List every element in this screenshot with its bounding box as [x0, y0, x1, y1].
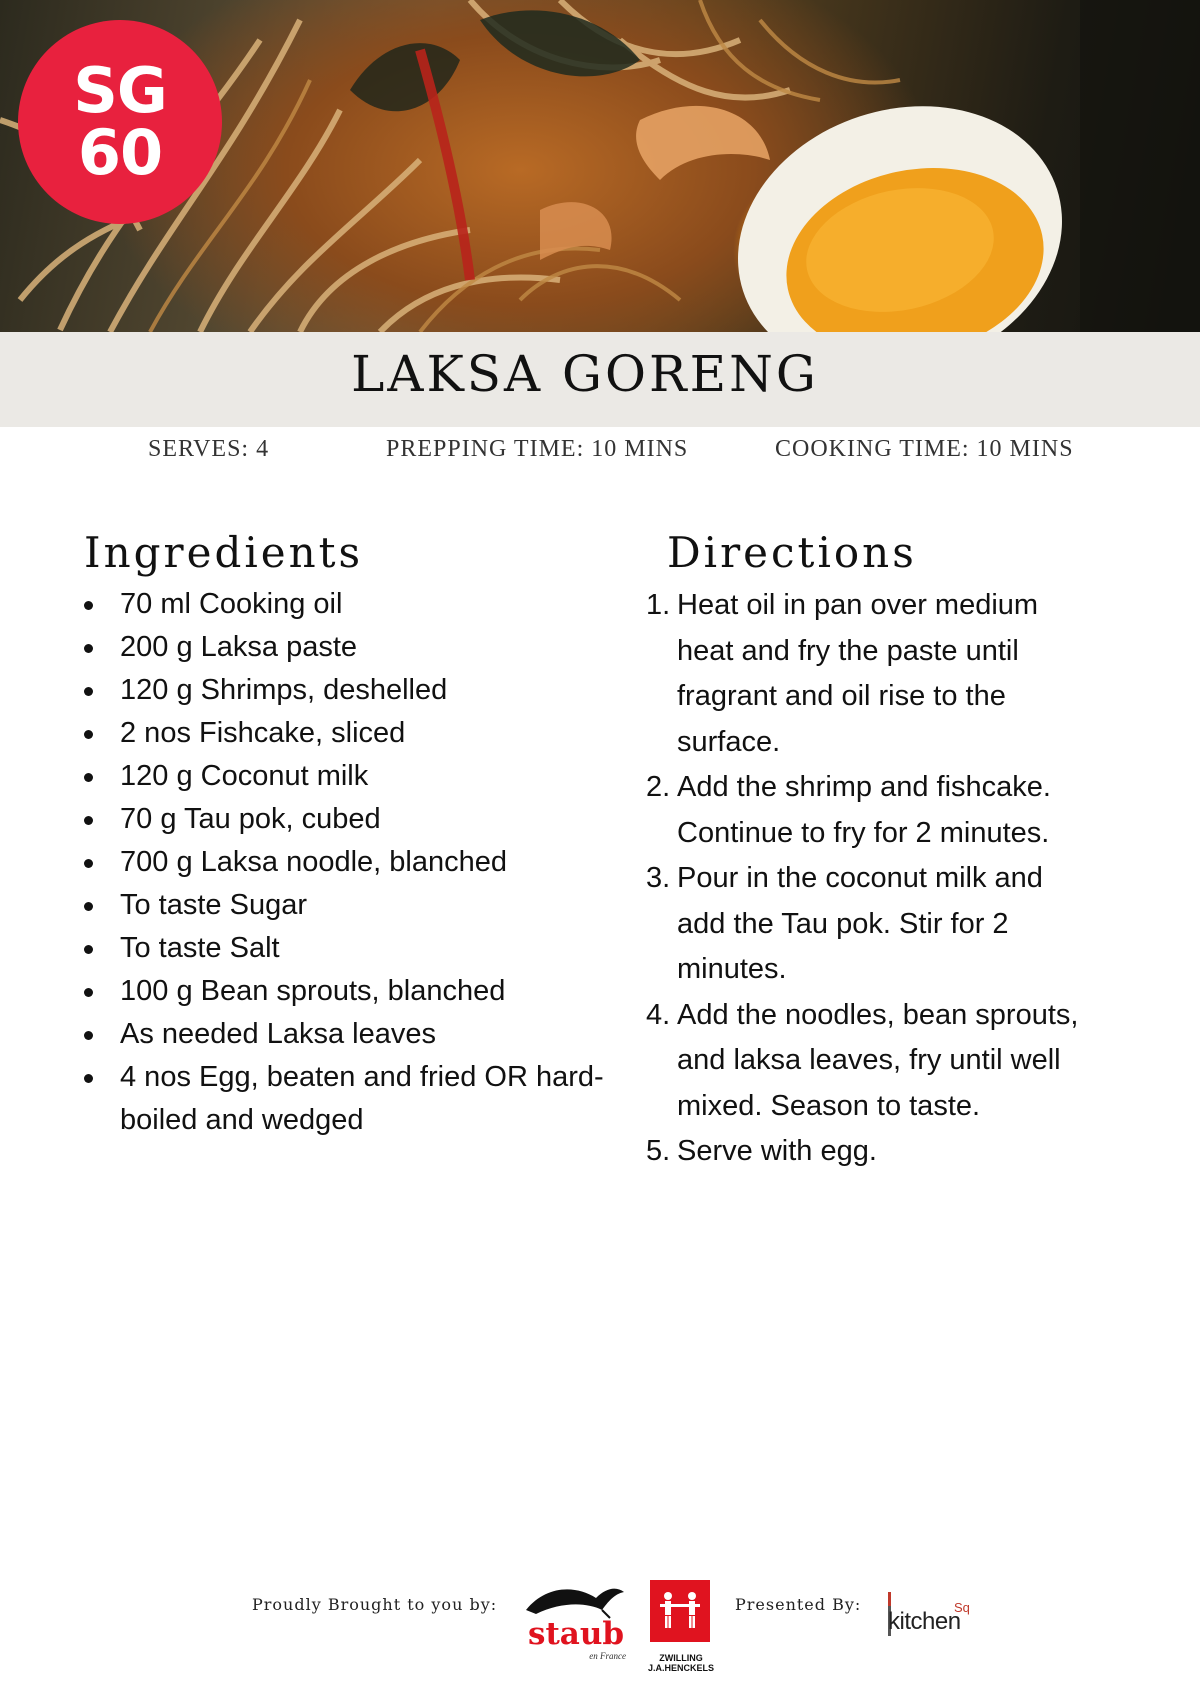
- prep-time-label: PREPPING TIME: 10 MINS: [386, 436, 689, 462]
- sg60-logo: [18, 20, 222, 224]
- direction-step: [646, 856, 1096, 993]
- kitchen-sq-mark: Sq: [954, 1600, 970, 1615]
- step-number: 2.: [646, 771, 671, 803]
- zwilling-wordmark: ZWILLING J.A.HENCKELS: [647, 1653, 714, 1673]
- step-text: Serve with egg.: [677, 1135, 877, 1167]
- kitchen-wordmark: kitchen: [888, 1608, 961, 1635]
- directions-heading: Directions: [667, 528, 917, 577]
- staub-wordmark: staub: [528, 1616, 625, 1652]
- ingredient-item: 4 nos Egg, beaten and fried OR hard-boiled and wedged: [84, 1056, 604, 1142]
- recipe-title: LAKSA GORENG: [351, 345, 819, 403]
- ingredients-heading: Ingredients: [84, 528, 364, 577]
- step-number: 4.: [646, 998, 671, 1031]
- ingredient-item: 100 g Bean sprouts, blanched: [84, 970, 604, 1013]
- step-number: 5.: [646, 1135, 671, 1167]
- step-text: Add the shrimp and fishcake. Continue to fry for 2 minutes.: [677, 771, 1051, 849]
- ingredient-item: 200 g Laksa paste: [84, 626, 604, 669]
- hero-photo: [0, 0, 1200, 332]
- direction-step: [646, 583, 1096, 765]
- staub-logo: [516, 1580, 634, 1661]
- step-text: Add the noodles, bean sprouts, and laksa leaves, fry until well mixed. Season to taste.: [677, 998, 1079, 1122]
- ingredient-item: 70 g Tau pok, cubed: [84, 798, 604, 841]
- ingredient-item: As needed Laksa leaves: [84, 1013, 604, 1056]
- direction-step: [646, 993, 1096, 1130]
- ingredients-list: [84, 583, 604, 1142]
- stork-icon: [516, 1580, 634, 1620]
- zwilling-logo-icon: [650, 1580, 710, 1642]
- direction-step: [646, 1129, 1096, 1175]
- cook-time-label: COOKING TIME: 10 MINS: [775, 436, 1074, 462]
- ingredient-item: To taste Salt: [84, 927, 604, 970]
- direction-step: [646, 765, 1096, 856]
- step-number: 1.: [646, 589, 671, 621]
- kitchen-sq-logo: [884, 1590, 994, 1640]
- ingredient-item: 120 g Shrimps, deshelled: [84, 669, 604, 712]
- directions-list: [646, 583, 1096, 1175]
- ingredient-item: 70 ml Cooking oil: [84, 583, 604, 626]
- ingredient-item: To taste Sugar: [84, 884, 604, 927]
- ingredient-item: 2 nos Fishcake, sliced: [84, 712, 604, 755]
- brought-by-label: Proudly Brought to you by:: [252, 1595, 498, 1614]
- sg60-logo-text: SG 60: [73, 54, 167, 189]
- step-number: 3.: [646, 862, 671, 894]
- step-text: Pour in the coconut milk and add the Tau pok. Stir for 2 minutes.: [677, 862, 1043, 985]
- presented-by-label: Presented By:: [735, 1595, 862, 1614]
- ingredient-item: 700 g Laksa noodle, blanched: [84, 841, 604, 884]
- step-text: Heat oil in pan over medium heat and fry the paste until fragrant and oil rise to the surface.: [677, 589, 1039, 758]
- ingredient-item: 120 g Coconut milk: [84, 755, 604, 798]
- serves-label: SERVES: 4: [148, 436, 270, 462]
- staub-subtitle: en France: [589, 1651, 626, 1661]
